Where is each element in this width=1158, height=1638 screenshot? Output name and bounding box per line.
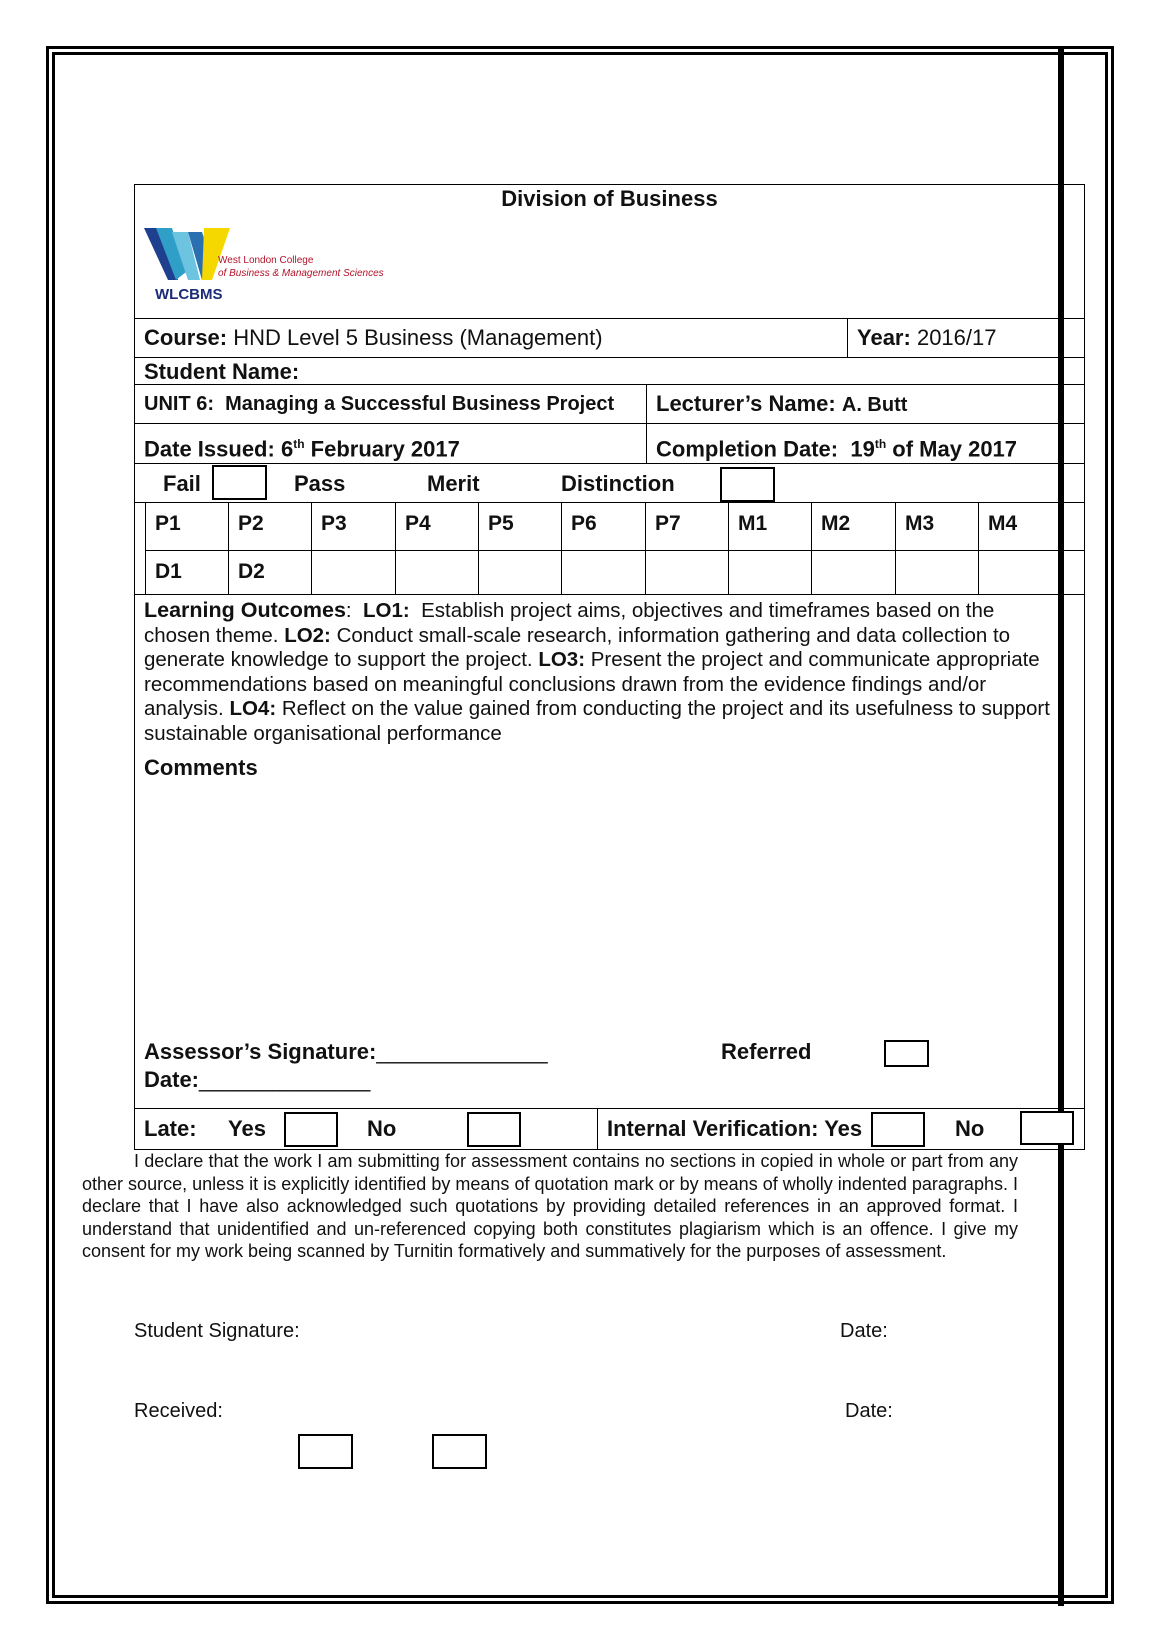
assessor-date-line[interactable]: ______________ <box>199 1067 371 1092</box>
divider <box>646 384 647 463</box>
received-checkbox-2[interactable] <box>432 1434 487 1469</box>
lo1-text: Establish project aims, objectives and timeframes based on the chosen theme. <box>144 599 995 647</box>
lo-heading: Learning Outcomes <box>144 598 346 622</box>
lecturer-field <box>656 391 907 418</box>
course-value: HND Level 5 Business (Management) <box>233 325 603 350</box>
assessor-date-label: Date: <box>144 1067 200 1092</box>
divider <box>597 1108 598 1150</box>
lo4-text: Reflect on the value gained from conducting the project and its usefulness to support sustainable organisational performance <box>144 697 1050 745</box>
criteria-cell: M3 <box>905 512 935 535</box>
date-issued-sup: th <box>293 437 305 451</box>
criteria-cell: P5 <box>488 512 514 535</box>
learning-outcomes: Learning Outcomes: LO1: Establish project aims, objectives and timeframes based on the chosen theme. LO2: Conduct small-scale research, information gathering and data collection to generate knowledge to support the project. LO3: Present the project and communicate appropriate recommendations based on meaningful conclusions drawn from the evidence findings and/or analysis. LO4: Reflect on the value gained from conducting the project and its usefulness to support sustainable organisational performance <box>144 598 1050 745</box>
criteria-cell: D2 <box>238 560 265 583</box>
grid-line <box>728 502 729 594</box>
grade-distinction-label: Distinction <box>561 471 675 496</box>
assessor-signature-line[interactable]: ______________ <box>376 1039 548 1064</box>
plagiarism-declaration: I declare that the work I am submitting for assessment contains no sections in copied in whole or part from any other source, unless it is explicitly identified by means of quotation mark or by means of wholly indented paragraphs. I declare that I have also acknowledged such quotations by providing detailed references in an approved format. I understand that unidentified and un-referenced copying both constitutes plagiarism which is an offence. I give my consent for my work being scanned by Turnitin formatively and summatively for the purposes of assessment. <box>82 1151 1018 1261</box>
completion-sup: th <box>874 437 887 451</box>
date-issued-field <box>144 431 460 462</box>
date-issued-rest: February 2017 <box>310 436 460 462</box>
grade-fail-label: Fail <box>163 471 201 496</box>
year-value: 2016/17 <box>916 325 997 350</box>
distinction-checkbox[interactable] <box>720 467 775 502</box>
criteria-cell: P1 <box>155 512 181 535</box>
student-signature-label: Student Signature: <box>134 1320 300 1342</box>
lo3-text: Present the project and communicate appropriate recommendations based on meaningful conclusions drawn from the evidence findings and/or analysis. <box>144 648 1040 720</box>
college-logo <box>142 224 382 306</box>
logo-abbr: WLCBMS <box>155 286 223 303</box>
division-title: Division of Business <box>501 186 718 211</box>
year-field <box>857 325 996 351</box>
grid-line <box>561 502 562 594</box>
iv-yes-label: Internal Verification: Yes <box>607 1116 863 1141</box>
divider <box>134 463 1085 464</box>
course-field <box>144 325 603 351</box>
divider <box>134 318 1085 319</box>
criteria-grid <box>145 502 1085 594</box>
completion-label: Completion Date: <box>656 436 839 462</box>
student-name-label: Student Name: <box>144 359 300 384</box>
grid-line <box>228 502 229 594</box>
fail-checkbox[interactable] <box>212 465 267 500</box>
received-label: Received: <box>134 1400 223 1422</box>
criteria-cell: P6 <box>571 512 597 535</box>
grid-line <box>645 502 646 594</box>
grid-line <box>478 502 479 594</box>
iv-no-label: No <box>955 1116 985 1141</box>
late-yes-label: Yes <box>228 1116 266 1141</box>
completion-rest: of May 2017 <box>892 436 1018 462</box>
divider <box>134 423 1085 424</box>
divider <box>847 318 848 357</box>
late-no-checkbox[interactable] <box>467 1112 521 1147</box>
grade-merit-label: Merit <box>427 471 480 496</box>
criteria-cell: M1 <box>738 512 768 535</box>
criteria-cell: M4 <box>988 512 1018 535</box>
unit-label: UNIT 6: <box>144 393 214 415</box>
grade-pass-label: Pass <box>294 471 346 496</box>
lecturer-value: A. Butt <box>841 394 908 416</box>
late-yes-checkbox[interactable] <box>284 1112 338 1147</box>
grid-line <box>311 502 312 594</box>
received-checkbox-1[interactable] <box>298 1434 353 1469</box>
comments-area[interactable] <box>144 790 1054 1020</box>
lo2-text: Conduct small-scale research, information gathering and data collection to generate knowledge to support the project. <box>144 623 1011 671</box>
assessor-signature-label: Assessor’s Signature: <box>144 1039 377 1064</box>
lo3-label: LO3: <box>538 648 586 671</box>
grid-line <box>978 502 979 594</box>
date-issued-day: 6 <box>280 436 294 462</box>
iv-no-checkbox[interactable] <box>1020 1111 1074 1145</box>
assessor-signature-field <box>144 1039 548 1065</box>
completion-day: 19 <box>850 436 875 462</box>
received-date-label: Date: <box>845 1400 893 1422</box>
referred-label: Referred <box>721 1039 812 1064</box>
unit-value: Managing a Successful Business Project <box>225 393 615 415</box>
assessor-date-field <box>144 1067 370 1093</box>
logo-college-line2: of Business & Management Sciences <box>218 268 384 279</box>
year-label: Year: <box>857 325 911 350</box>
lo1-label: LO1: <box>363 599 410 622</box>
student-signature-date-label: Date: <box>840 1320 888 1342</box>
divider <box>134 594 1085 595</box>
late-no-label: No <box>367 1116 397 1141</box>
late-label: Late: <box>144 1116 197 1141</box>
divider <box>134 357 1085 358</box>
grid-line <box>395 502 396 594</box>
lecturer-label: Lecturer’s Name: <box>656 391 836 416</box>
completion-date-field <box>656 431 1017 462</box>
criteria-cell: P3 <box>321 512 347 535</box>
unit-field <box>144 391 614 417</box>
criteria-cell: P2 <box>238 512 264 535</box>
lo4-label: LO4: <box>229 697 277 720</box>
criteria-cell: M2 <box>821 512 851 535</box>
referred-checkbox[interactable] <box>884 1040 929 1067</box>
date-issued-label: Date Issued: <box>144 436 275 462</box>
iv-yes-checkbox[interactable] <box>871 1112 925 1147</box>
criteria-cell: D1 <box>155 560 182 583</box>
lo2-label: LO2: <box>284 623 331 647</box>
comments-label: Comments <box>144 755 258 780</box>
grid-line <box>811 502 812 594</box>
criteria-cell: P7 <box>655 512 681 535</box>
grid-line <box>895 502 896 594</box>
criteria-cell: P4 <box>405 512 431 535</box>
divider <box>134 1108 1085 1109</box>
logo-college-line1: West London College <box>218 255 314 266</box>
course-label: Course: <box>144 325 228 350</box>
